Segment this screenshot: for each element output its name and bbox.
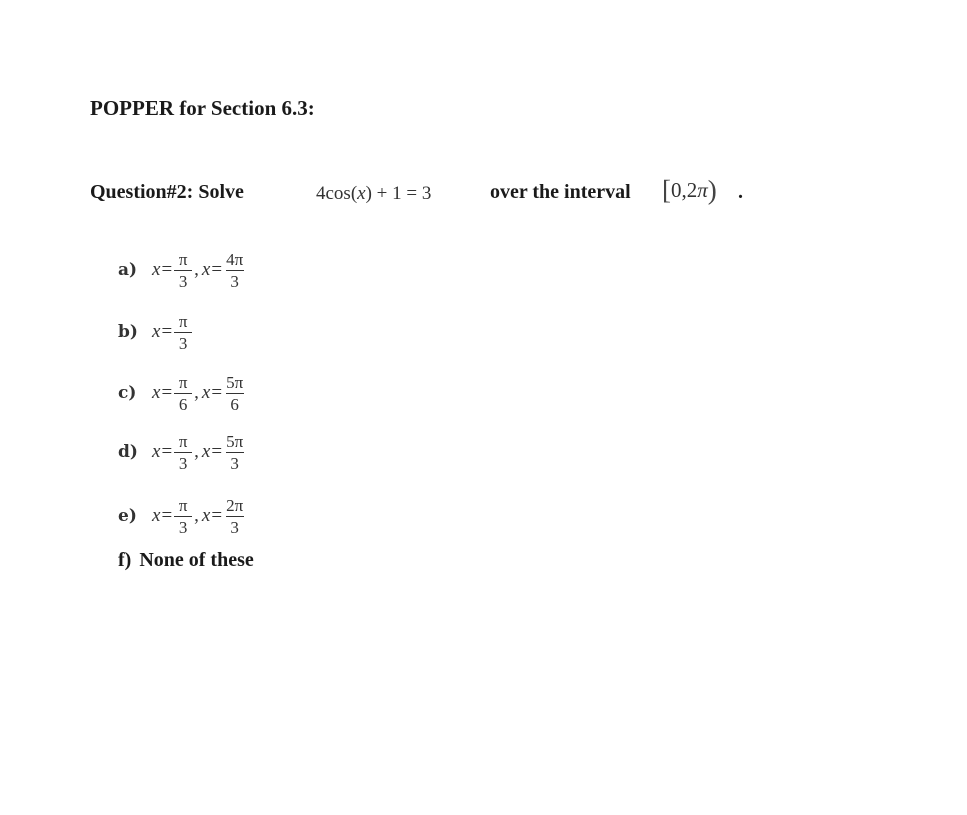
fraction-denominator: 3 <box>174 270 192 290</box>
math-var: x <box>152 441 161 462</box>
option-e <box>118 490 246 542</box>
option-letter: c) <box>118 383 137 403</box>
option-c <box>118 367 246 419</box>
option-math <box>152 313 193 352</box>
fraction <box>224 433 245 472</box>
period: . <box>738 181 743 203</box>
equation-func: cos( <box>325 183 358 204</box>
math-var: x <box>201 505 211 526</box>
fraction-numerator: π <box>178 372 188 392</box>
fraction-denominator: 6 <box>174 393 192 413</box>
fraction <box>174 251 192 290</box>
equals-sign: = <box>211 441 223 462</box>
equation <box>316 183 431 205</box>
option-letter: b) <box>118 322 138 342</box>
equals-sign: = <box>211 259 223 280</box>
equals-sign: = <box>161 441 173 462</box>
fraction-denominator: 6 <box>226 393 244 413</box>
fraction <box>224 251 245 290</box>
fraction-denominator: 3 <box>226 270 244 290</box>
option-math <box>152 497 246 536</box>
fraction <box>224 374 245 413</box>
math-var: x <box>201 382 211 403</box>
fraction-numerator: π <box>178 431 188 451</box>
equals-sign: = <box>211 505 223 526</box>
math-var: x <box>201 441 211 462</box>
fraction <box>174 374 192 413</box>
equation-rest: ) + 1 = 3 <box>365 183 432 204</box>
fraction-denominator: 3 <box>174 332 192 352</box>
comma: , <box>194 441 199 462</box>
equals-sign: = <box>161 321 173 342</box>
equals-sign: = <box>161 382 173 403</box>
comma: , <box>194 259 199 280</box>
fraction-numerator: 2π <box>226 495 244 515</box>
interval <box>662 175 717 205</box>
fraction <box>224 497 245 536</box>
equals-sign: = <box>211 382 223 403</box>
comma: , <box>194 382 199 403</box>
page-title: POPPER for Section 6.3: <box>90 96 315 120</box>
fraction-denominator: 3 <box>174 452 192 472</box>
option-f <box>118 549 254 572</box>
option-b <box>118 306 193 358</box>
option-letter: f) <box>118 549 132 571</box>
fraction-numerator: π <box>178 495 188 515</box>
fraction-numerator: 5π <box>226 431 244 451</box>
comma: , <box>194 505 199 526</box>
interval-open-bracket: [ <box>662 175 671 205</box>
fraction-denominator: 3 <box>226 452 244 472</box>
fraction-numerator: 5π <box>226 372 244 392</box>
math-var: x <box>201 259 211 280</box>
option-letter: e) <box>118 506 137 526</box>
math-var: x <box>152 382 161 403</box>
fraction-denominator: 3 <box>174 516 192 536</box>
equals-sign: = <box>161 505 173 526</box>
interval-start: 0,2 <box>671 178 698 202</box>
equation-coef: 4 <box>316 183 326 204</box>
option-math <box>152 251 246 290</box>
option-a <box>118 244 246 296</box>
option-d <box>118 426 246 478</box>
fraction-numerator: π <box>178 311 188 331</box>
option-math <box>152 374 246 413</box>
equation-var: x <box>357 183 366 204</box>
fraction-numerator: π <box>178 249 188 269</box>
option-math <box>152 433 246 472</box>
math-var: x <box>152 321 161 342</box>
fraction <box>174 313 192 352</box>
equals-sign: = <box>161 259 173 280</box>
interval-close-paren: ) <box>707 175 717 205</box>
interval-pi: π <box>697 178 708 202</box>
interval-text: over the interval <box>490 181 631 203</box>
math-var: x <box>152 259 161 280</box>
fraction-numerator: 4π <box>226 249 244 269</box>
math-var: x <box>152 505 161 526</box>
fraction <box>174 497 192 536</box>
question-label: Question#2: Solve <box>90 181 244 203</box>
fraction-denominator: 3 <box>226 516 244 536</box>
fraction <box>174 433 192 472</box>
option-letter: d) <box>118 442 138 462</box>
option-letter: a) <box>118 260 138 280</box>
option-text: None of these <box>139 549 254 571</box>
